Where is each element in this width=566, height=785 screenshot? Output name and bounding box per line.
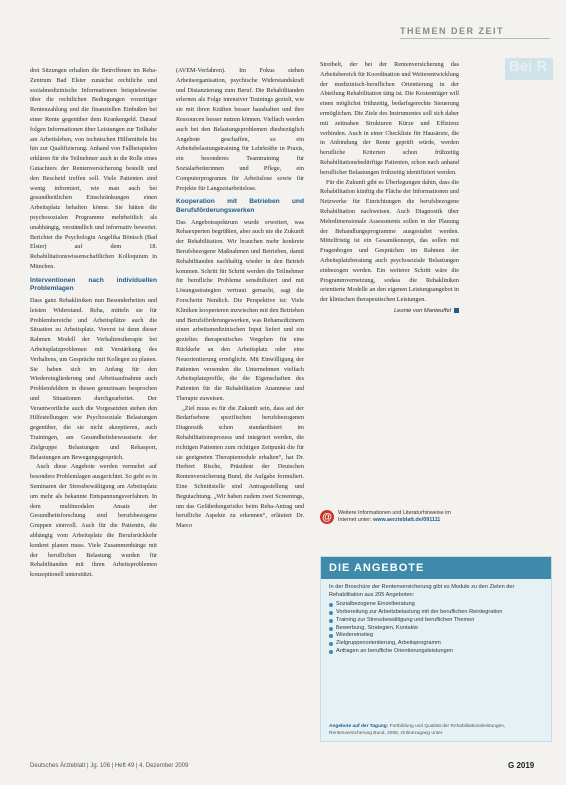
angebote-list: [321, 601, 551, 656]
at-icon: @: [320, 510, 334, 524]
article-column-3: [320, 60, 459, 317]
list-item: [329, 617, 543, 625]
next-page-title-fragment: Bei R: [505, 58, 553, 80]
list-item-text: Training zur Stressbewältigung und beruflichen Themen: [336, 616, 475, 623]
bullet-icon: [329, 634, 333, 638]
paragraph: Auch diese Angebote werden vermehrt auf besonders Problemlagen ausgerichtet. So geht es in Seminaren der Stressbewältigung am Arbeitsplatz um mehr als bekannte Entspannungsverfahren. In dem multimodalen Ansatz der Gesundheitsforschung sind berufsbezogene Gruppen sinnvoll. Auch für die Patientin, die abhängig vom Arbeitsplatz die Berufsrückkehr konkret planen muss. Viele Zusammenhänge mit der beruflichen Belastung wurden für Rehabilitanden mit ihren Arbeitsproblemen konzeptionell unterstützt.: [30, 463, 157, 579]
web-info-link[interactable]: www.aerzteblatt.de/091111: [373, 517, 441, 523]
list-item: [329, 625, 543, 633]
source-label: Angebote auf der Tagung:: [329, 724, 389, 730]
paragraph: Dass ganz Rehakliniken nun Besonderheiten und leisten Widerstand. Reha, mitteln sie für Problembereiche und Arbeitsplätze auch die Situation zu Arbeitsplatz. Vorerst ist denn dieser Rahmen Modell der Verhaltenstherapie bei Arbeitsplatzproblemen mit Verstärkung des Verhaltens, um Gespräche mit Kollegen zu planen. Sie haben sich im Anfang für den Wiedereingliederung und Arbeitsaufnahme auch Problemfeldern in diesen gemeinsam besprochen und Situationen durchgearbeitet. Der Verantwortliche auch die Vorgesetzten stehen den Hilfestellungen wie Psychosoziale Belastungen gegenüber, die sie nicht akzeptieren, auch Trainingen, am Gesundheitsbewusstsein der Zielgruppe Belastungen und Rehasport, Belastungen am Bewegungsgespräch.: [30, 296, 157, 461]
list-item-text: Bewerbung, Strategien, Kontakte: [336, 624, 419, 631]
list-item: [329, 609, 543, 617]
list-item-text: Vorbereitung zur Arbeitsbelastung mit der beruflichen Reintegration: [336, 608, 503, 615]
paragraph: drei Sitzungen erhalten die Betroffenen im Reha-Zentrum Bad Elster zunächst rechtliche und sozialmedizinische Informationen beispielsweise über die rechtlichen Bedingungen vorzeitiger Rentenzahlung und die finanziellen Einbußen bei einer Rente gegenüber dem Krankengeld. Darauf folgen Informationen über Leistungen zur Teilhabe am Arbeitsleben, von technischen Hilfsmitteln bis hin zur Qualifizierung. Anhand von Fallbeispielen erklären für die Teilnehmer auch in die Rolle eines Gutachters der Rentenversicherung bestellt und den Bescheid treffen soll. Viele Patienten sind wenig informiert, wie man auch bei gesundheitlichen Einschränkungen einen Arbeitsplatz behalten könne. Sie hätten die psychosozialen Programme mehrheitlich als unabhängig, verständlich und informativ bewertet. Berichtet die Psychologin Angelika Bönisch (Bad Elster) auf dem 18. Rehabilitationswissenschaftlichen Kolloquium in München.: [30, 67, 157, 270]
author-name: Leonie von Manteuffel: [393, 307, 451, 314]
article-column-2: [176, 66, 304, 531]
angebote-source: [329, 724, 543, 737]
bullet-icon: [329, 603, 333, 607]
list-item: [329, 640, 543, 648]
section-label: THEMEN DER ZEIT: [400, 26, 505, 36]
end-mark-icon: [454, 308, 459, 313]
source-text: Fortbildung und Qualität der Rehabilitationsleistungen, Rentenversicherung Bund, 2008, Onlinezugang unter: [329, 724, 506, 736]
paragraph: Streibelt, der bei der Rentenversicherung das Arbeitsbereich für Koordination und Weiterentwicklung der medizinisch-beruflichen Orientierung in der Abteilung Rehabilitation tätig ist. Die Kostenträger will einen möglichst frühzeitig, bedarfsgerechte Steuerung ermöglichen. Die Ziele des Instrumentes soll sich daher mit zeitnahen Strukturen Kürze und Effizienz verbinden. Auch in einer Checkliste für Hausärzte, die in Anbindung der Rente geprüft würde, werden berufliche Kriterien schon frühzeitig Rehabilitationsbedürftige Patienten, schon nach anhand beruflicher Belastungen frühzeitig identifiziert werden.: [320, 61, 459, 176]
paragraph: (AVEM-Verfahren). Im Fokus stehen Arbeitsorganisation, psychische Widerstandskraft und Distanzierung zum Beruf. Die Rehabilitanden erlernen als Folge intensiver Trainings gezielt, wie sie mit ihren Kräften besser haushalten und ihre Ressourcen besser nutzen können. Vielfach werden auch bei den Belastungsproblemen diesbezüglich Angebote geschaffen, so ein Arbeitsbelastungstraining für Lehrkräfte in Praxis, ein besonderes Teamtraining für Sozialarbeiterinnen und Pflege, ein Computerprogramm für Arbeitslose sowie für Projekte für Langzeitarbeitslose.: [176, 67, 304, 192]
angebote-sidebar: [320, 556, 552, 742]
angebote-title: DIE ANGEBOTE: [321, 557, 551, 579]
bullet-icon: [329, 650, 333, 654]
list-item: [329, 601, 543, 609]
subheading: Kooperation mit Betrieben und Berufsförderungswerken: [176, 198, 304, 214]
bullet-icon: [329, 642, 333, 646]
list-item: [329, 632, 543, 640]
subheading: Interventionen nach individuellen Problemlagen: [30, 276, 157, 293]
angebote-intro: In der Broschüre der Rentenversicherung gibt es Module zu den Zielen der Rehabilitation aus 205 Angeboten:: [329, 584, 515, 598]
list-item-text: Anfragen an berufliche Orientierungsleistungen: [336, 647, 453, 654]
article-column-1: [30, 66, 157, 580]
web-info-box: [320, 510, 459, 524]
paragraph: „Ziel muss es für die Zukunft sein, dass auf der Bedarfsebene spezifischen berufsbezogenen Diagnostik schon standardisiert im Rehabilitationsprozess und integriert werden, die richtigen Patienten zum richtigen Zeitpunkt die für sie geeigneten Therapiemodule erhalten“, hat Dr. Herbert Rische, Präsident der Deutschen Rentenversicherung Bund, die Aufgabe formuliert. Eine Schnittstelle sind Antragsstellung und Begutachtung. „Wir haben zudem zwei Screenings, um das Gefährdungsrisiko beim Reha-Antrag und berufliche Aspekte zu erkennen“, erläutert Dr. Marco: [176, 404, 304, 530]
bullet-icon: [329, 619, 333, 623]
page-number: G 2019: [508, 761, 535, 770]
bullet-icon: [329, 611, 333, 615]
bullet-icon: [329, 627, 333, 631]
list-item-text: Sozialbezogene Einzelberatung: [336, 601, 415, 608]
paragraph: Das Angebotsspektrum wurde erweitert, was Rehaexperten begrüßten, aber auch nie die Zukunft der Rehabilitation. Wir brauchen mehr konkrete Berufsbezogene Maßnahmen und Betrieben, damit Rehabilitanden nachhaltig wieder in den Betrieb kommen. Schritt für Schritt werden die Teilnehmer für berufliche Probleme sensibilisiert und mit Lösungsstrategien vertraut gemacht, sagt die Forscherin Nendich. Die Perspektive ist: Viele Kliniken kooperieren inzwischen mit den Betrieben und Berufsförderungswerken, was Rehamedizinern einen arbeitsmedizinischen Input liefert und ein gezieltes therapeutisches Vorgehen für eine Rückkehr an den Arbeitsplatz oder eine Neuorientierung ermöglicht. Mit Einwilligung der Patienten versenden die Unternehmen vielfach Arbeitsplatzprofile, die die Eigenschaften des Patienten für die Rehabilitation Anamnese und Therapie zuweisen.: [176, 218, 305, 402]
header-rule: [400, 38, 550, 39]
author-byline: [320, 307, 459, 317]
list-item-text: Wiedereinstieg: [336, 632, 373, 639]
web-info-text: [338, 510, 459, 524]
list-item: [329, 648, 543, 656]
footer-citation: Deutsches Ärzteblatt | Jg. 106 | Heft 49 | 4. Dezember 2009: [30, 763, 189, 769]
web-info-label: Weitere Informationen und Literaturhinweise im Internet unter:: [338, 510, 451, 523]
list-item-text: Zielgruppenorientierung, Arbeitsprogramm: [336, 640, 441, 647]
paragraph: Für die Zukunft gibt es Überlegungen dahin, dass die Rehabilitation künftig die Fläche der Informationen und Netzwerke für Einrichtungen die berufsbezogene Rehabilitation nachweisen. Auch Diagnostik über Mehrdimensionale Assessments sollen in der Planung der Behandlungsprogramme ausgestaltet werden. Mittelfristig ist ein Gesamtkonzept, das sollen mit Fragenbogen und Gesprächen im Rahmen der Arbeitsplatzberatung auch psychosoziale Belastungen einbezogen werden. Ein weiterer Schritt wäre die Programmvernetzung, sodass die Rehakliniken orientierte Modelle an den eigenen Leistungsangebot in der klinischen therapeutischen Leistungen.: [320, 178, 459, 304]
